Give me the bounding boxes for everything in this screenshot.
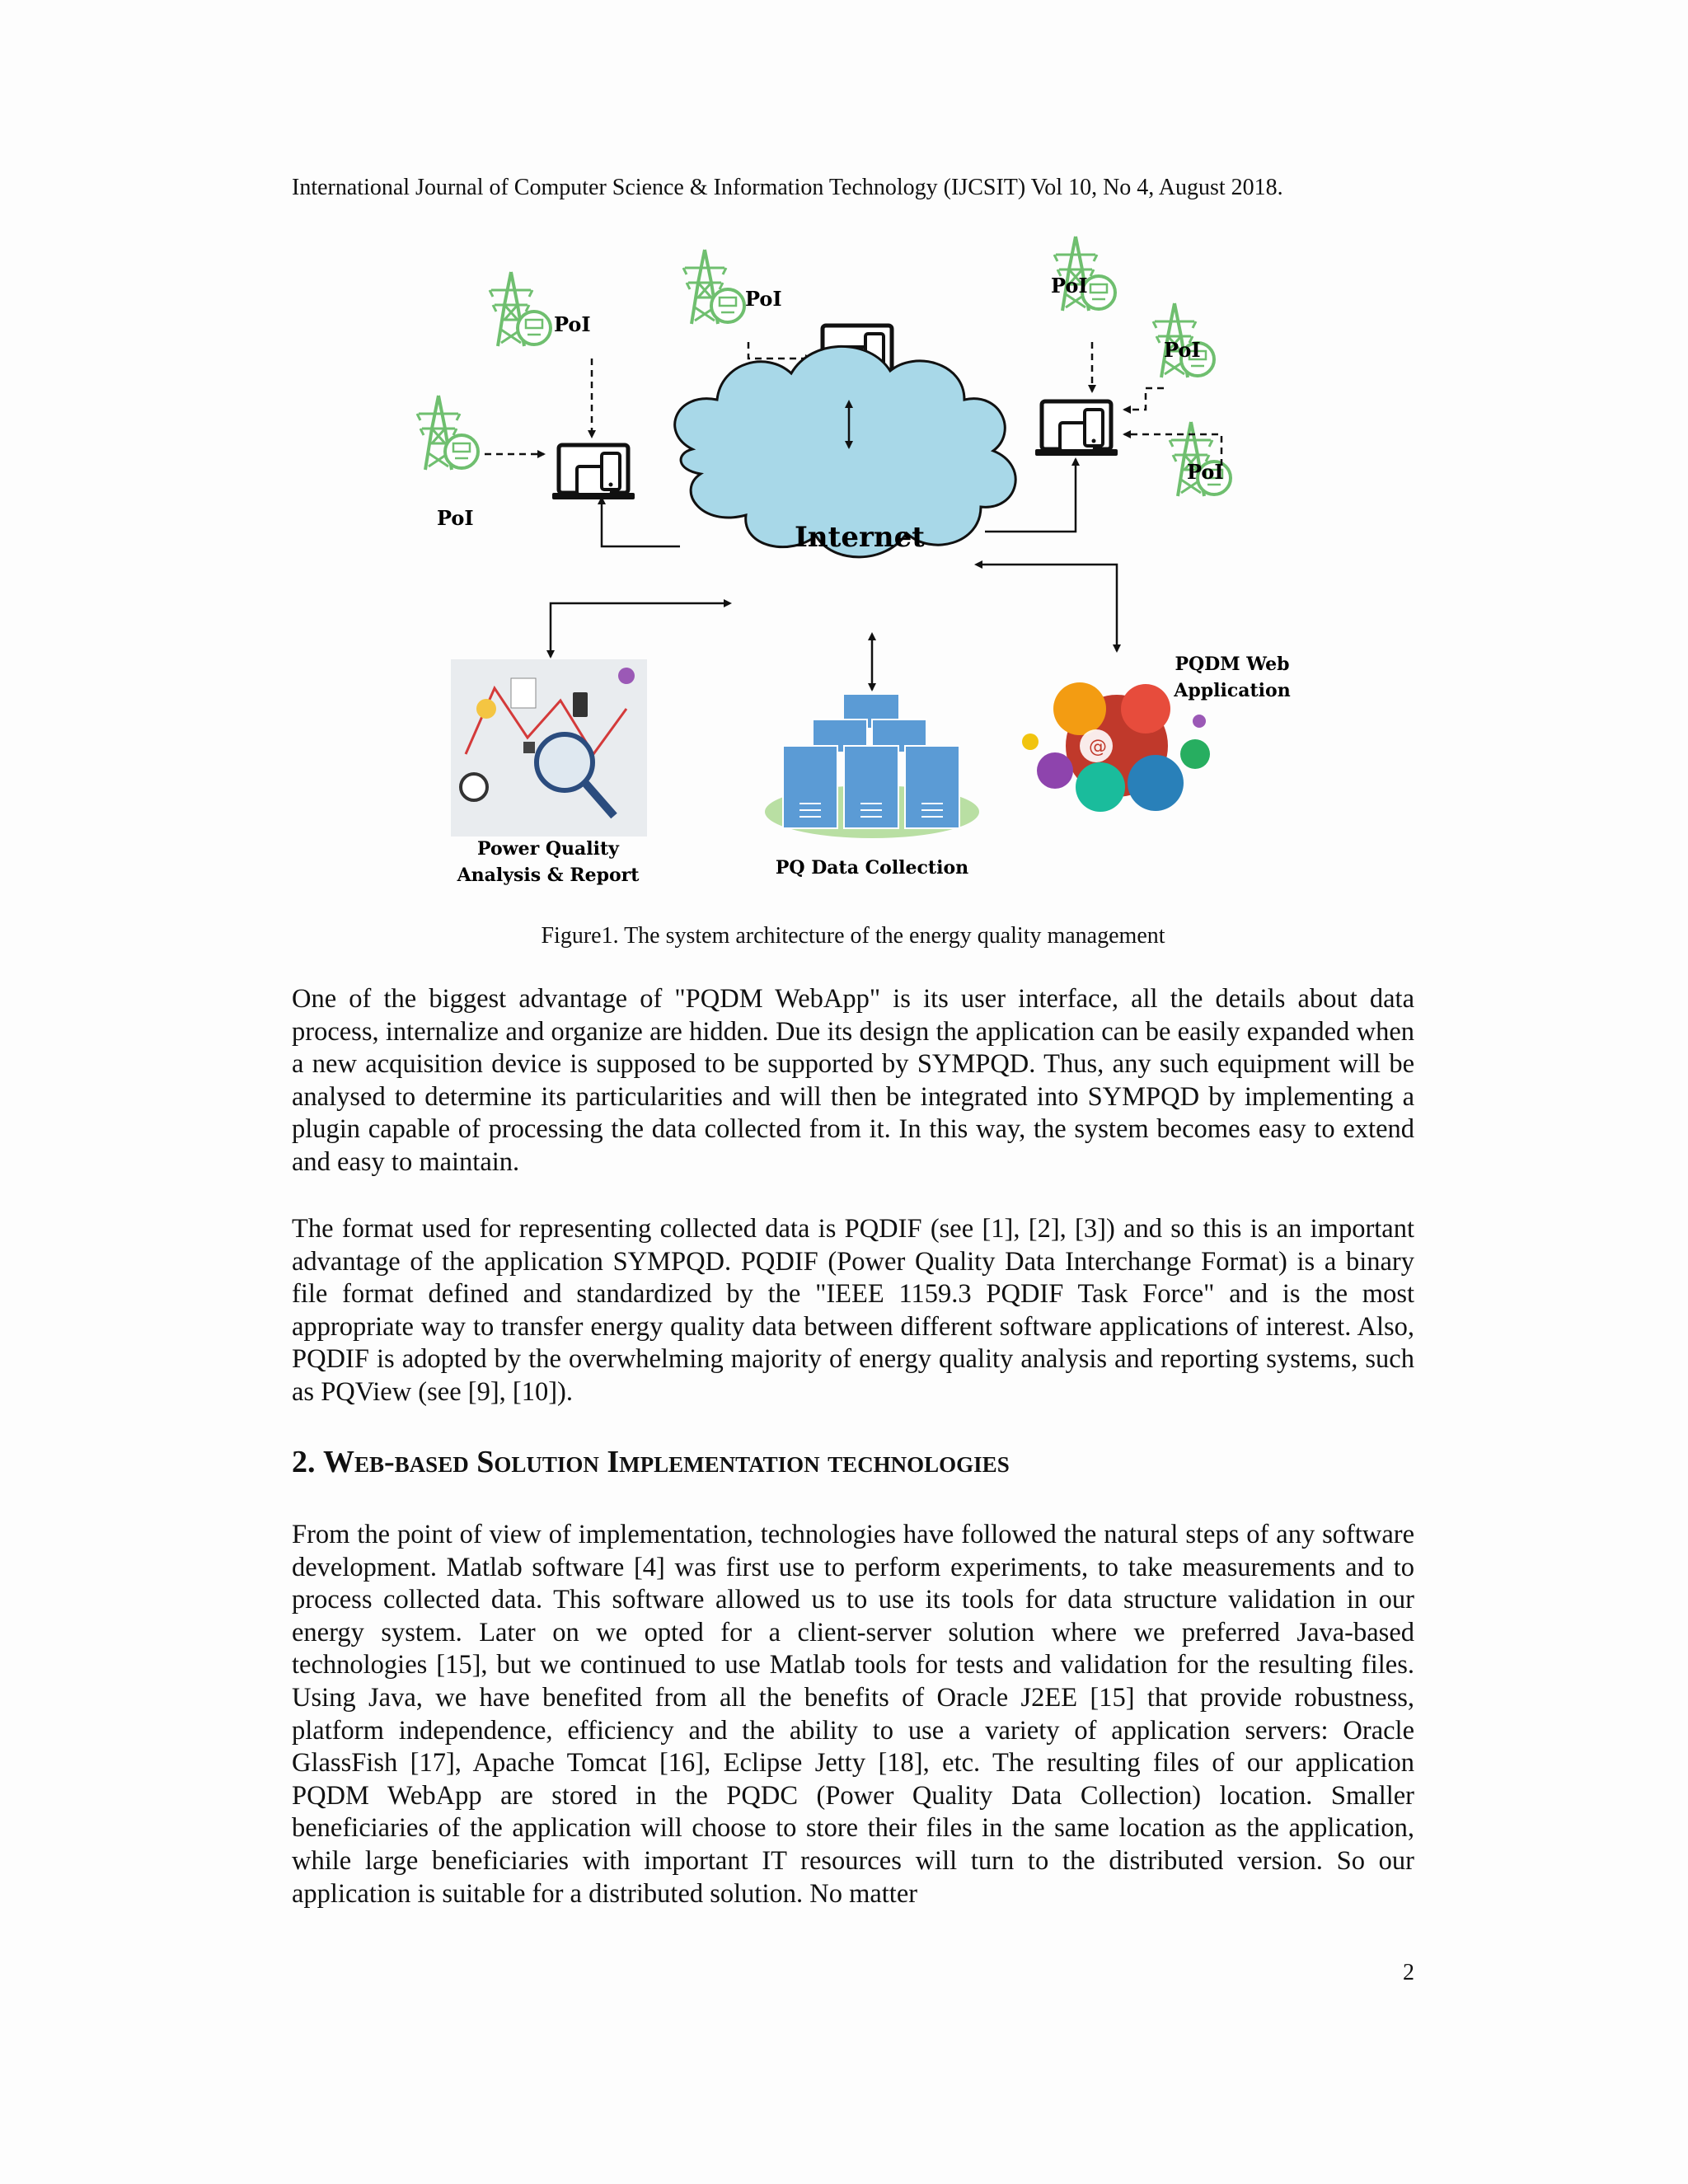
- poi-label: PoI: [437, 506, 474, 530]
- poi-label: PoI: [1164, 338, 1201, 362]
- poi-label: PoI: [1051, 274, 1088, 298]
- device-group-icon: [1035, 401, 1118, 456]
- analysis-report-illustration: [451, 659, 647, 837]
- pqar-label-line1: Power Quality: [477, 838, 619, 860]
- poi-label: PoI: [745, 287, 782, 311]
- pqdm-web-label-line2: Application: [1174, 680, 1291, 701]
- running-header: International Journal of Computer Science & Information Technology (IJCSIT) Vol 10, No 4, August 2018.: [292, 175, 1283, 200]
- poi-tower-icon: [417, 396, 478, 470]
- poi-label: PoI: [554, 312, 591, 336]
- poi-tower-icon: [490, 272, 551, 346]
- section-number: 2.: [292, 1445, 316, 1479]
- pq-data-collection-servers-icon: [765, 695, 979, 838]
- pqdm-web-application-icon: [1022, 682, 1210, 812]
- internet-label: Internet: [795, 521, 925, 554]
- figure-caption: Figure1. The system architecture of the energy quality management: [541, 923, 1165, 949]
- poi-label: PoI: [1187, 460, 1224, 484]
- paragraph-2: The format used for representing collected data is PQDIF (see [1], [2], [3]) and so this is an important advantage of the application SYMPQD. PQDIF (Power Quality Data Interchange Format) is a binary file format defined and standardized by the "IEEE 1159.3 PQDIF Task Force" and is the most appropriate way to transfer energy quality data between different software applications of interest. Also, PQDIF is adopted by the overwhelming majority of energy quality analysis and reporting systems, such as PQView (see [9], [10]).: [292, 1214, 1414, 1407]
- section-title: Web-based Solution Implementation technologies: [323, 1445, 1010, 1479]
- poi-tower-icon: [683, 250, 744, 324]
- page-number: 2: [1403, 1960, 1414, 1985]
- svg-text:@: @: [1089, 737, 1107, 757]
- section-heading: [292, 1444, 1010, 1480]
- paragraph-3: From the point of view of implementation, technologies have followed the natural steps of any software development. Matlab software [4] was first use to perform experiments, to take measurements and to process collected data. This software allowed us to use its tools for data structure validation in our energy system. Later on we opted for a client-server solution where we preferred Java-based technologies [15], but we continued to use Matlab tools for tests and validation for the resulting files. Using Java, we have benefited from all the benefits of Oracle J2EE [15] that provide robustness, platform independence, efficiency and the ability to use a variety of application servers: Oracle GlassFish [17], Apache Tomcat [16], Eclipse Jetty [18], etc. The resulting files of our application PQDM WebApp are stored in the PQDC (Power Quality Data Collection) location. Smaller beneficiaries of the application will choose to store their files in the same location as the application, while large beneficiaries with important IT resources will turn to the distributed version. So our application is suitable for a distributed solution. No matter: [292, 1520, 1414, 1909]
- pq-data-collection-label: PQ Data Collection: [775, 857, 969, 879]
- pqar-label-line2: Analysis & Report: [457, 865, 640, 886]
- system-architecture-diagram: [404, 227, 1327, 902]
- paragraph-1: One of the biggest advantage of "PQDM WebApp" is its user interface, all the details about data process, internalize and organize are hidden. Due its design the application can be easily expanded when a new acquisition device is supposed to be supported by SYMPQD. Thus, any such equipment will be analysed to determine its particularities and will then be integrated into SYMPQD by implementing a plugin capable of processing the data collected from it. In this way, the system becomes easy to extend and easy to maintain.: [292, 984, 1414, 1177]
- pqdm-web-label-line1: PQDM Web: [1175, 654, 1290, 675]
- device-group-icon: [552, 445, 635, 499]
